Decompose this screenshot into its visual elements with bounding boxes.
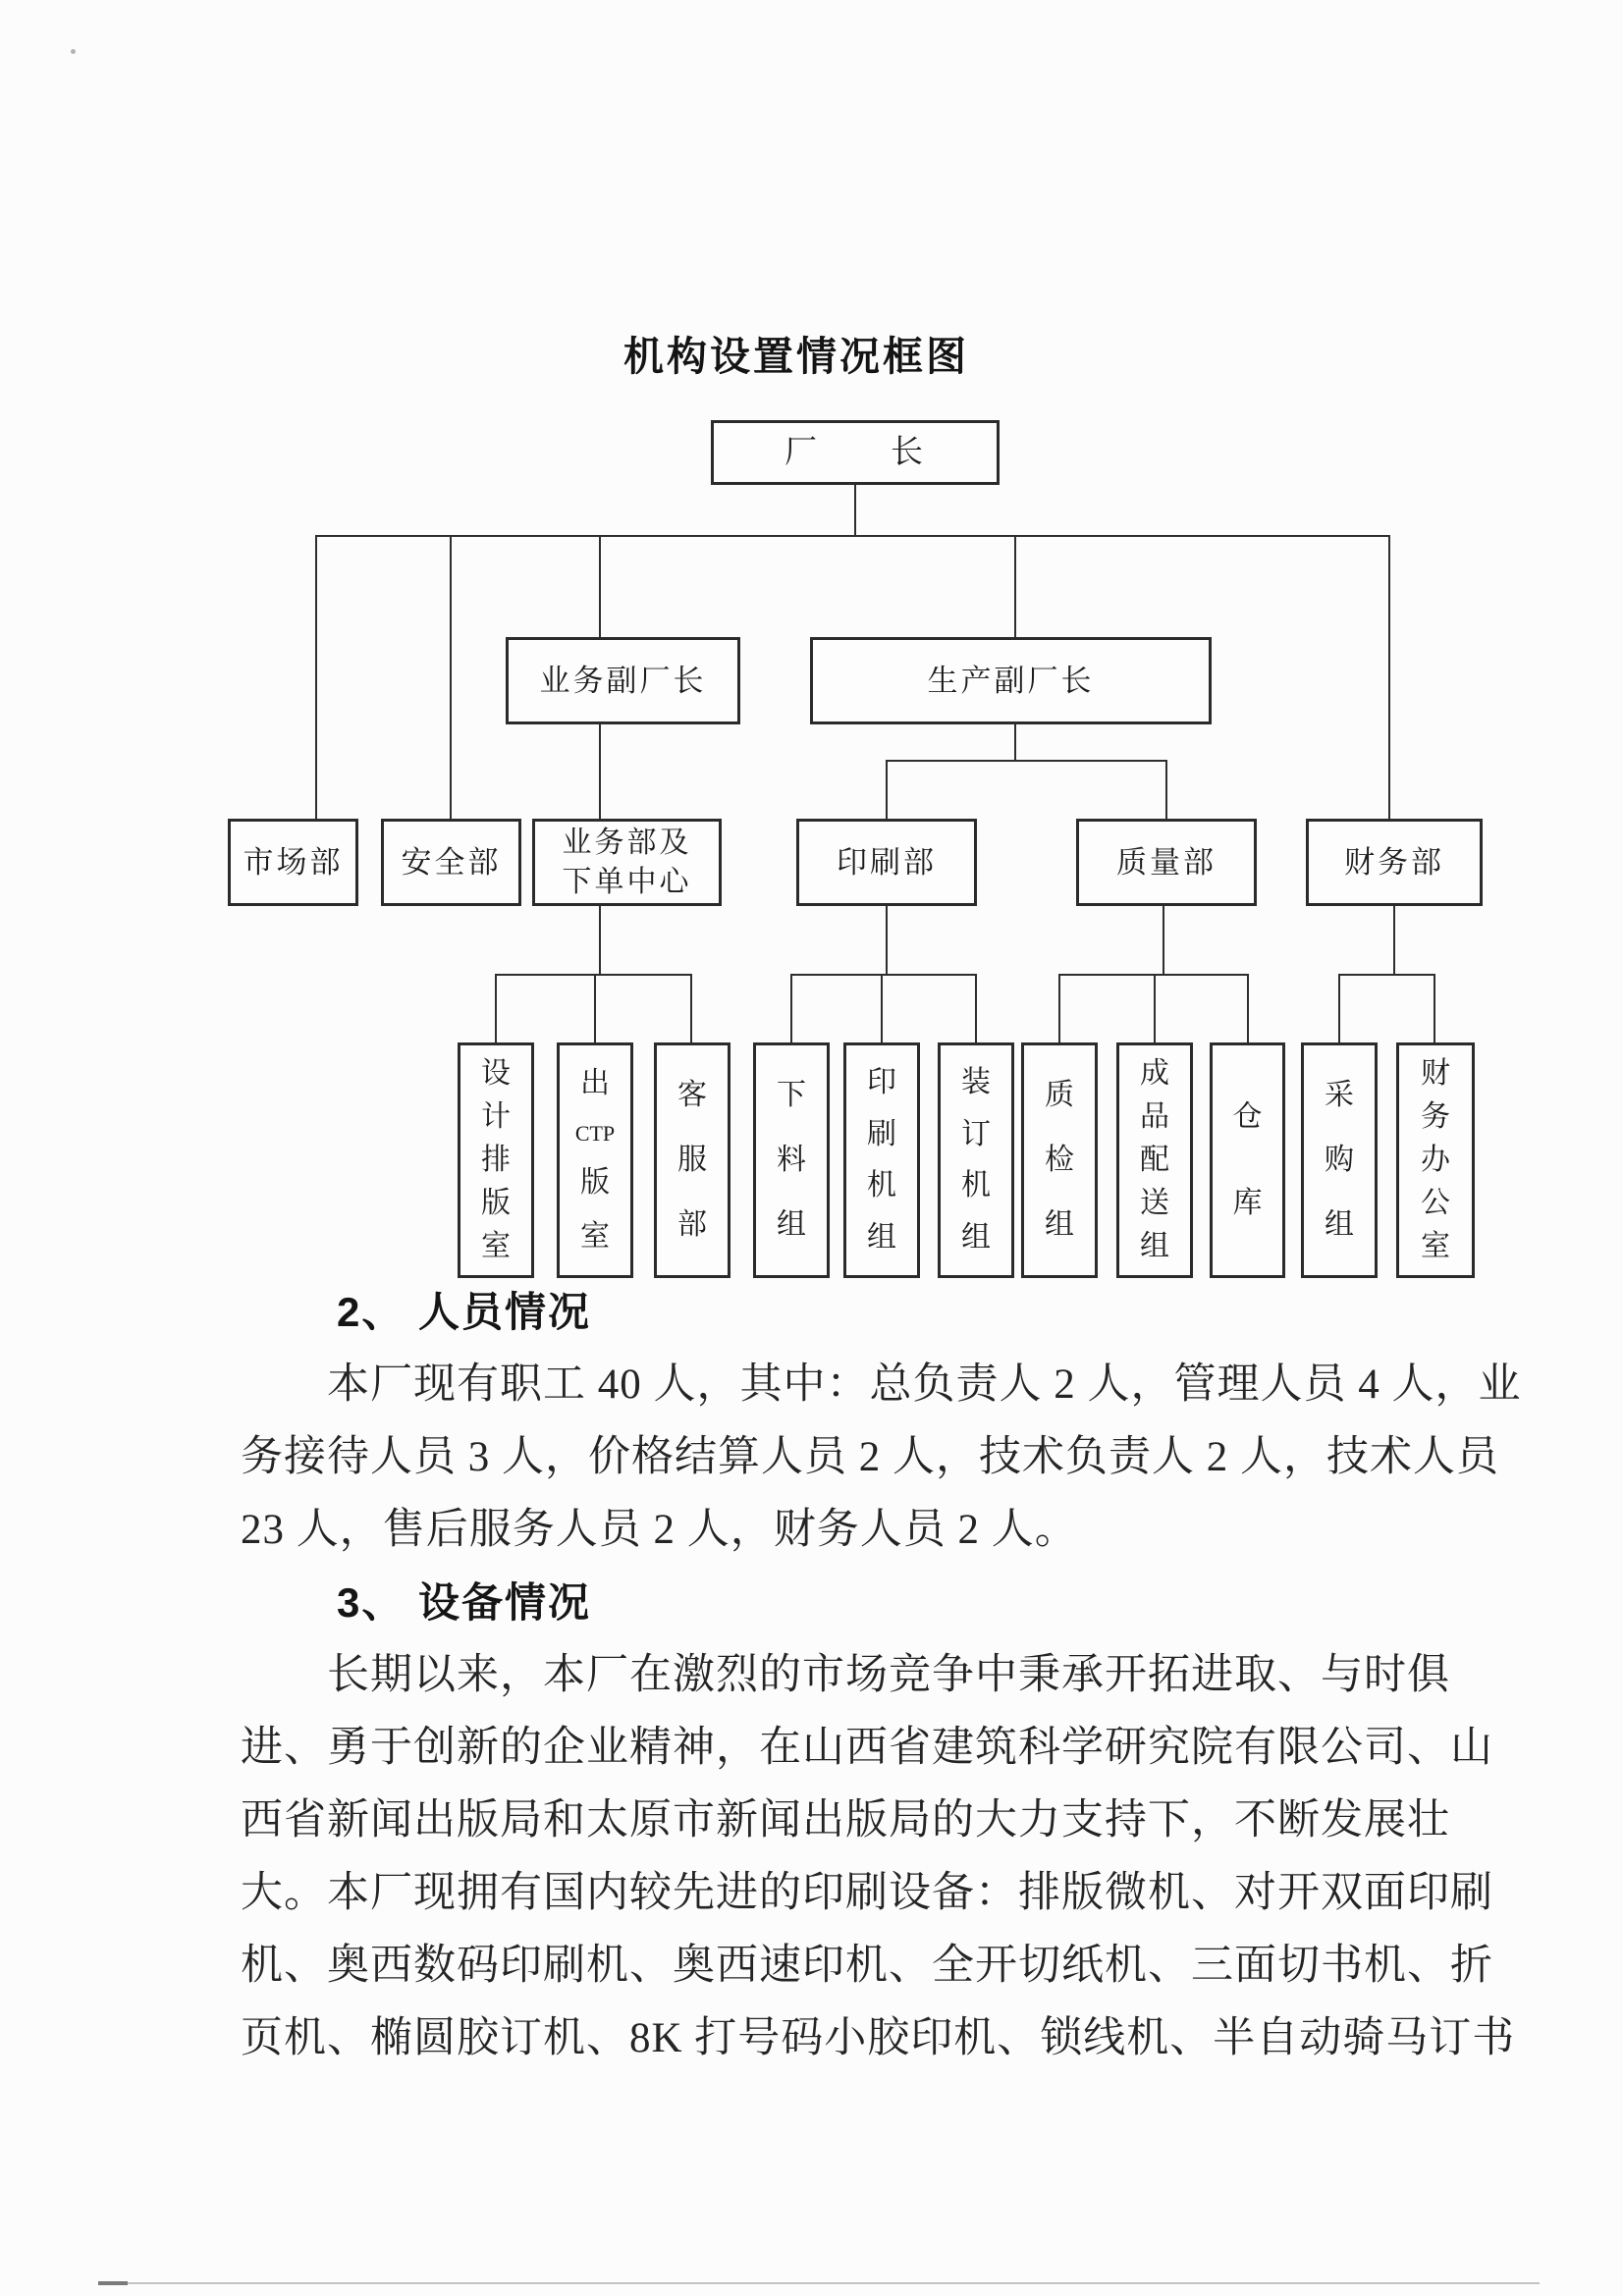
chart-title: 机构设置情况框图 [623,334,969,379]
org-node-label: 印 刷 机 组 [867,1065,896,1255]
org-node-warehouse [1210,1042,1285,1278]
connector-line [886,760,1167,762]
connector-line [594,975,596,1042]
text-line: 长期以来，本厂在激烈的市场竞争中秉承开拓进取、与时俱 [241,1652,1450,1698]
scan-edge-line [98,2282,1540,2284]
org-node-label: 财 务 办 公 室 [1421,1057,1450,1262]
text-line: 务接待人员 3 人，价格结算人员 2 人，技术负责人 2 人，技术人员 [241,1434,1499,1480]
org-node-label: 厂 长 [784,435,926,470]
org-node-material-cutting-team [753,1042,830,1278]
connector-line [1163,906,1164,976]
org-node-label: 下 料 组 [777,1079,806,1241]
connector-line [886,761,888,819]
org-node-business-order-center [532,819,722,906]
connector-line [1165,761,1167,819]
org-node-label: 印刷部 [837,844,937,880]
connector-line [1338,975,1340,1042]
org-node-label: 业务部及 下单中心 [562,826,692,898]
connector-line [1393,906,1395,976]
connector-line [690,975,692,1042]
scan-speck [71,49,76,54]
connector-line [790,974,977,976]
org-node-label: 客 服 部 [677,1079,707,1241]
org-node-label: 采 购 组 [1325,1079,1354,1241]
org-node-design-typesetting-room [458,1042,534,1278]
text-line: 大。本厂现拥有国内较先进的印刷设备：排版微机、对开双面印刷 [241,1870,1493,1916]
section-heading-personnel: 2、 人员情况 [337,1289,592,1335]
connector-line [599,536,601,637]
org-node-label: 成 品 配 送 组 [1140,1057,1169,1262]
text-line: 页机、椭圆胶订机、8K 打号码小胶印机、锁线机、半自动骑马订书 [241,2015,1516,2061]
connector-line [886,906,888,976]
org-node-label: 安全部 [401,844,502,880]
connector-line [975,975,977,1042]
text-line: 机、奥西数码印刷机、奥西速印机、全开切纸机、三面切书机、折 [241,1943,1493,1989]
org-node-label: 生产副厂长 [927,663,1095,698]
connector-line [1058,974,1249,976]
connector-line [1014,536,1016,637]
connector-line [315,536,317,819]
section-heading-equipment: 3、 设备情况 [337,1579,592,1626]
org-node-label: 装 订 机 组 [961,1065,991,1255]
org-node-production-deputy-director [810,637,1212,724]
org-node-printing-dept [796,819,977,906]
body-text [241,1276,1522,2075]
org-node-printing-machine-team [843,1042,920,1278]
connector-line [450,536,452,819]
org-node-label: 市场部 [243,844,344,880]
connector-line [599,906,601,976]
org-node-business-deputy-director [506,637,740,724]
org-node-finished-goods-delivery-team [1116,1042,1193,1278]
text-line: 西省新闻出版局和太原市新闻出版局的大力支持下，不断发展壮 [241,1797,1450,1843]
org-node-safety-dept [381,819,521,906]
equipment-paragraph [241,1639,1516,2075]
connector-line [1434,975,1435,1042]
connector-line [881,975,883,1042]
connector-line [495,975,497,1042]
connector-line [315,535,1390,537]
connector-line [1388,536,1390,819]
text-line: 本厂现有职工 40 人，其中：总负责人 2 人，管理人员 4 人，业 [241,1362,1522,1408]
connector-line [790,975,792,1042]
org-node-label: 出 CTP 版 室 [574,1067,616,1253]
org-node-quality-dept [1076,819,1257,906]
org-node-ctp-plate-room [557,1042,633,1278]
connector-line [1154,975,1156,1042]
org-node-finance-dept [1306,819,1483,906]
org-node-finance-office [1396,1042,1475,1278]
org-node-market-dept [228,819,358,906]
connector-line [854,485,856,537]
personnel-paragraph [241,1349,1522,1567]
org-node-label: 设 计 排 版 室 [481,1057,511,1262]
org-node-label: 质 检 组 [1045,1079,1074,1241]
connector-line [1338,974,1435,976]
org-node-binding-machine-team [938,1042,1014,1278]
org-node-director [711,420,1000,485]
org-node-label: 质量部 [1116,844,1217,880]
org-node-label: 仓 库 [1232,1100,1263,1219]
connector-line [599,724,601,819]
text-line: 23 人，售后服务人员 2 人，财务人员 2 人。 [241,1507,1078,1553]
org-node-customer-service-dept [654,1042,730,1278]
connector-line [1058,975,1060,1042]
org-node-quality-inspection-team [1021,1042,1098,1278]
connector-line [495,974,692,976]
org-node-purchasing-team [1301,1042,1378,1278]
scan-edge-mark [98,2281,128,2285]
text-line: 进、勇于创新的企业精神，在山西省建筑科学研究院有限公司、山 [241,1725,1493,1771]
connector-line [1247,975,1249,1042]
connector-line [1014,724,1016,762]
org-node-label: 财务部 [1344,844,1444,880]
org-node-label: 业务副厂长 [539,663,707,698]
